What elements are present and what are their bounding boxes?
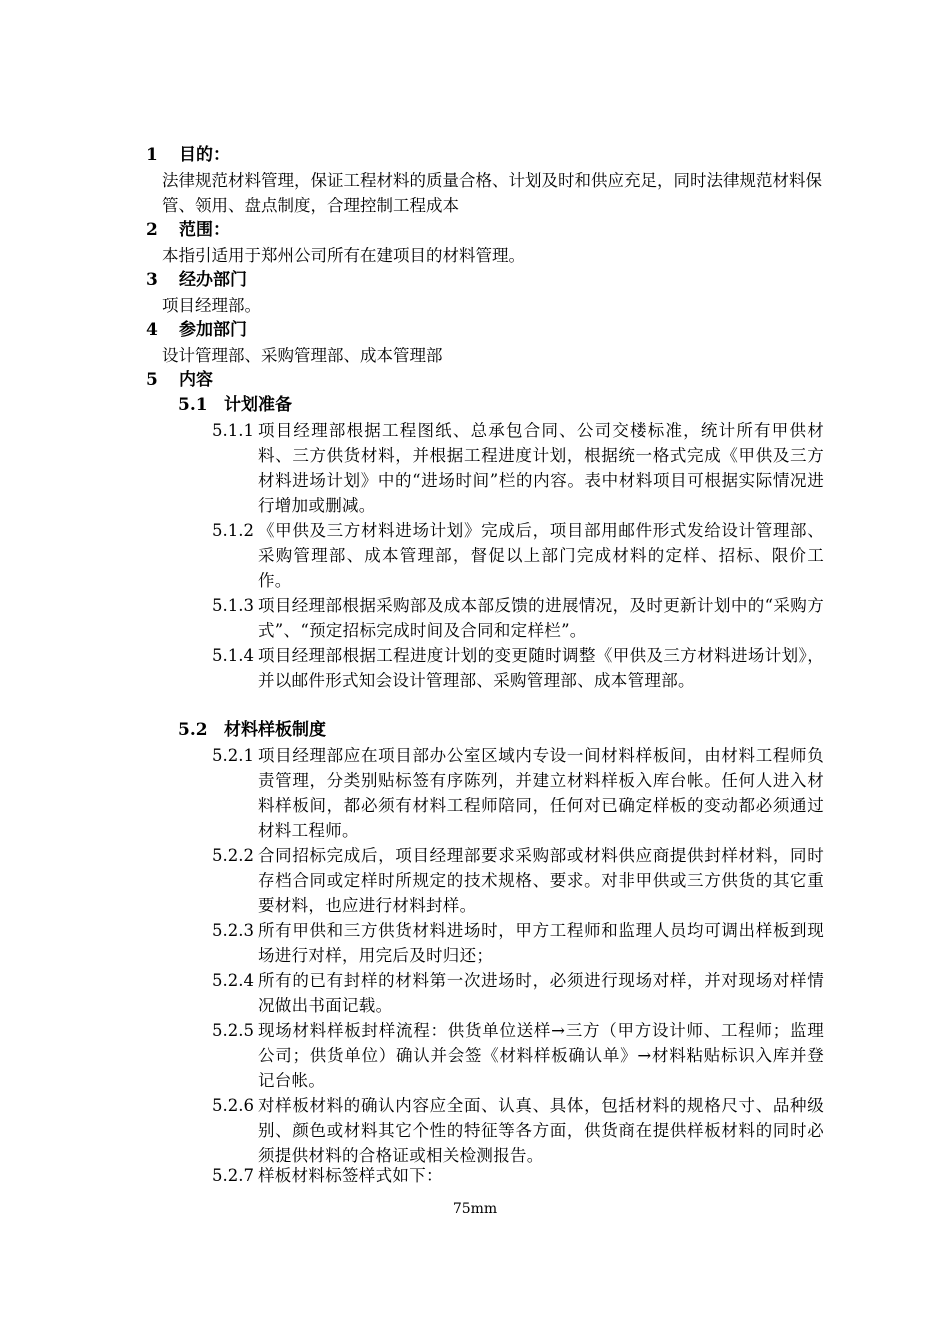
section-title: 参加部门 [179, 320, 247, 340]
list-item [212, 843, 824, 918]
subsection-title: 材料样板制度 [224, 720, 326, 740]
list-item [212, 1163, 824, 1188]
item-number: 5.2.4 [212, 971, 254, 990]
item-number: 5.2.1 [212, 746, 254, 765]
item-text: 对样板材料的确认内容应全面、认真、具体，包括材料的规格尺寸、品种级别、颜色或材料其它个性的特征等各方面，供货商在提供样板材料的同时必须提供材料的合格证或相关检测报告。 [258, 1096, 824, 1165]
subsection-heading-5-2 [178, 718, 326, 743]
item-number: 5.2.2 [212, 846, 254, 865]
section-number: 4 [146, 320, 158, 340]
item-number: 5.1.3 [212, 596, 254, 615]
section-body-1: 法律规范材料管理，保证工程材料的质量合格、计划及时和供应充足，同时法律规范材料保管、领用、盘点制度，合理控制工程成本 [162, 171, 822, 215]
list-item [212, 518, 824, 593]
subsection-number: 5.2 [178, 720, 208, 740]
section-title: 经办部门 [179, 270, 247, 290]
section-number: 5 [146, 370, 158, 390]
item-text: 项目经理部根据采购部及成本部反馈的进展情况，及时更新计划中的“采购方式”、“预定招标完成时间及合同和定样栏”。 [258, 596, 824, 640]
item-number: 5.1.1 [212, 421, 254, 440]
item-number: 5.1.4 [212, 646, 254, 665]
section-title: 内容 [179, 370, 213, 390]
list-item [212, 1093, 824, 1168]
item-number: 5.2.6 [212, 1096, 254, 1115]
section-heading-3 [146, 268, 247, 293]
item-number: 5.2.5 [212, 1021, 254, 1040]
list-item [212, 1018, 824, 1093]
subsection-title: 计划准备 [224, 395, 292, 415]
item-text: 项目经理部应在项目部办公室区域内专设一间材料样板间，由材料工程师负责管理，分类别贴标签有序陈列，并建立材料样板入库台帐。任何人进入材料样板间，都必须有材料工程师陪同，任何对已确定样板的变动都必须通过材料工程师。 [258, 746, 824, 840]
item-text: 项目经理部根据工程进度计划的变更随时调整《甲供及三方材料进场计划》，并以邮件形式知会设计管理部、采购管理部、成本管理部。 [258, 646, 824, 690]
item-number: 5.2.3 [212, 921, 254, 940]
item-text: 所有的已有封样的材料第一次进场时，必须进行现场对样，并对现场对样情况做出书面记载。 [258, 971, 824, 1015]
list-item [212, 743, 824, 843]
list-item [212, 968, 824, 1018]
section-title: 范围： [179, 220, 230, 240]
list-item [212, 593, 824, 643]
list-item [212, 418, 824, 518]
section-number: 1 [146, 145, 158, 165]
item-text: 项目经理部根据工程图纸、总承包合同、公司交楼标准，统计所有甲供材料、三方供货材料，并根据工程进度计划，根据统一格式完成《甲供及三方材料进场计划》中的“进场时间”栏的内容。表中材料项目可根据实际情况进行增加或删减。 [258, 421, 824, 515]
section-number: 2 [146, 220, 158, 240]
item-number: 5.2.7 [212, 1166, 254, 1185]
section-heading-2 [146, 218, 230, 243]
subsection-number: 5.1 [178, 395, 208, 415]
list-item [212, 918, 824, 968]
item-text: 样板材料标签样式如下： [258, 1166, 443, 1185]
section-heading-4 [146, 318, 247, 343]
item-text: 《甲供及三方材料进场计划》完成后，项目部用邮件形式发给设计管理部、采购管理部、成本管理部，督促以上部门完成材料的定样、招标、限价工作。 [258, 521, 824, 590]
section-number: 3 [146, 270, 158, 290]
section-title: 目的： [179, 145, 230, 165]
section-body-4: 设计管理部、采购管理部、成本管理部 [162, 346, 443, 365]
section-body-2: 本指引适用于郑州公司所有在建项目的材料管理。 [162, 246, 525, 265]
section-heading-1 [146, 143, 230, 168]
item-text: 现场材料样板封样流程：供货单位送样→三方（甲方设计师、工程师；监理公司；供货单位）确认并会签《材料样板确认单》→材料粘贴标识入库并登记台帐。 [258, 1021, 824, 1090]
item-text: 所有甲供和三方供货材料进场时，甲方工程师和监理人员均可调出样板到现场进行对样，用完后及时归还； [258, 921, 824, 965]
subsection-heading-5-1 [178, 393, 292, 418]
section-body-3: 项目经理部。 [162, 296, 261, 315]
item-text: 合同招标完成后，项目经理部要求采购部或材料供应商提供封样材料，同时存档合同或定样时所规定的技术规格、要求。对非甲供或三方供货的其它重要材料，也应进行材料封样。 [258, 846, 824, 915]
item-number: 5.1.2 [212, 521, 254, 540]
section-heading-5 [146, 368, 213, 393]
dimension-label: 75mm [452, 1201, 498, 1217]
list-item [212, 643, 824, 693]
